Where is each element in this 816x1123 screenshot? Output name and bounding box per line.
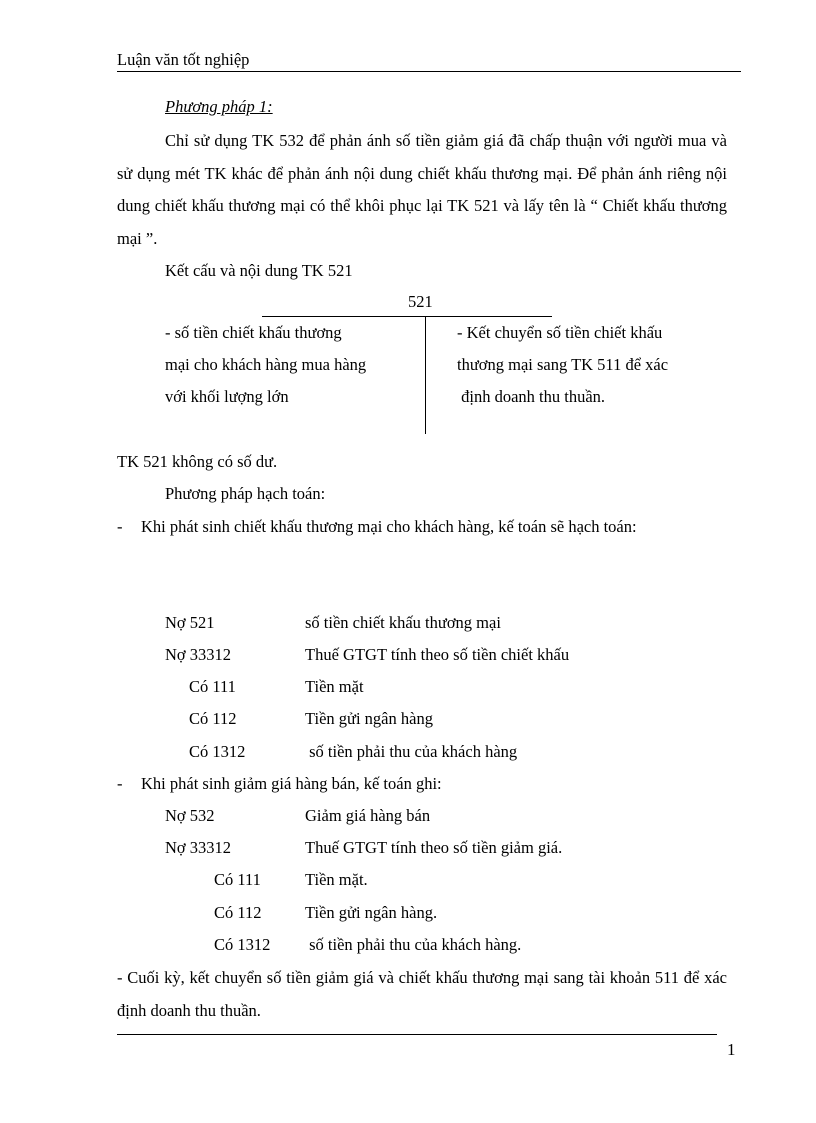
t-account-credit-line: thương mại sang TK 511 để xác [457, 355, 669, 374]
case2-text: Khi phát sinh giảm giá hàng bán, kế toán ghi: [141, 774, 442, 793]
journal-desc: Tiền mặt. [305, 870, 368, 889]
journal-account: Nợ 33312 [165, 838, 232, 857]
t-account-divider [425, 316, 426, 434]
closing-paragraph: - Cuối kỳ, kết chuyển số tiền giảm giá và chiết khấu thương mại sang tài khoản 511 để xác định doanh thu thuần. [117, 968, 727, 1020]
structure-heading: Kết cấu và nội dung TK 521 [165, 261, 353, 280]
footer-rule [117, 1034, 717, 1035]
journal-account: Có 111 [189, 677, 236, 696]
case1-dash: - [117, 517, 123, 536]
t-account-credit-line: định doanh thu thuần. [457, 387, 606, 406]
t-account-debit-line: - số tiền chiết khấu thương [165, 323, 342, 342]
method-heading: Phương pháp 1: [165, 97, 273, 116]
no-balance-note: TK 521 không có số dư. [117, 452, 278, 471]
journal-account: Có 112 [214, 903, 262, 922]
journal-desc: Tiền gửi ngân hàng. [305, 903, 438, 922]
intro-paragraph-text: Chỉ sử dụng TK 532 để phản ánh số tiền giảm giá đã chấp thuận với người mua và sử dụng mét TK khác để phản ánh nội dung chiết khấu thương mại. Để phản ánh riêng nội dung chiết khấu thương mại có thể khôi phục lại TK 521 và lấy tên là “ Chiết khấu thương mại ”. [117, 131, 727, 248]
journal-account: Nợ 532 [165, 806, 215, 825]
t-account-number: 521 [408, 292, 433, 311]
journal-account: Nợ 33312 [165, 645, 232, 664]
page-number: 1 [727, 1040, 736, 1059]
case1-text: Khi phát sinh chiết khấu thương mại cho khách hàng, kế toán sẽ hạch toán: [141, 517, 637, 536]
journal-account: Có 1312 [189, 742, 246, 761]
journal-account: Nợ 521 [165, 613, 215, 632]
header-rule [117, 71, 741, 72]
journal-account: Có 111 [214, 870, 261, 889]
journal-desc: Tiền mặt [305, 677, 364, 696]
journal-account: Có 112 [189, 709, 237, 728]
journal-desc: Giảm giá hàng bán [305, 806, 431, 825]
journal-desc: Thuế GTGT tính theo số tiền chiết khấu [305, 645, 570, 664]
t-account-credit-line: - Kết chuyển số tiền chiết khấu [457, 323, 663, 342]
intro-paragraph [117, 125, 727, 255]
journal-desc: số tiền phải thu của khách hàng. [305, 935, 522, 954]
journal-desc: số tiền chiết khấu thương mại [305, 613, 501, 632]
journal-desc: số tiền phải thu của khách hàng [305, 742, 518, 761]
journal-desc: Thuế GTGT tính theo số tiền giảm giá. [305, 838, 563, 857]
case2-dash: - [117, 774, 123, 793]
page-header-title: Luận văn tốt nghiệp [117, 50, 250, 69]
journal-account: Có 1312 [214, 935, 271, 954]
journal-desc: Tiền gửi ngân hàng [305, 709, 433, 728]
t-account-debit-line: mại cho khách hàng mua hàng [165, 355, 367, 374]
accounting-method-heading: Phương pháp hạch toán: [165, 484, 326, 503]
t-account-debit-line: với khối lượng lớn [165, 387, 289, 406]
